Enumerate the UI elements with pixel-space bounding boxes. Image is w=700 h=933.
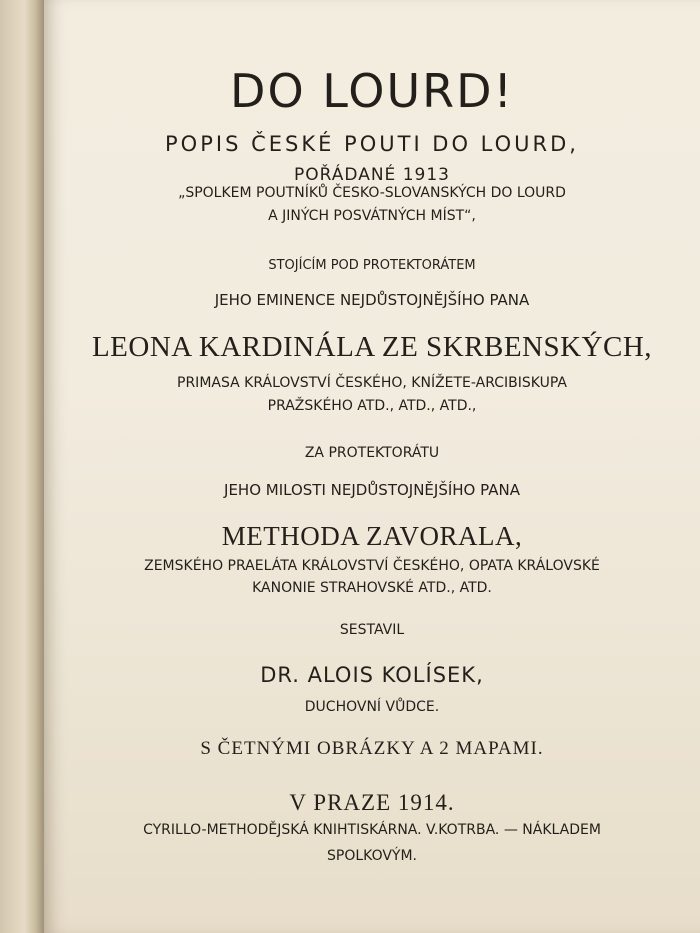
eminence-line: JEHO EMINENCE NEJDŮSTOJNĚJŠÍHO PANA bbox=[214, 291, 530, 309]
book-title: DO LOURD! bbox=[230, 64, 514, 118]
author-role: DUCHOVNÍ VŮDCE. bbox=[304, 699, 440, 715]
society-line-1: „SPOLKEM POUTNÍKŮ ČESKO-SLOVANSKÝCH DO LOURD bbox=[178, 185, 566, 201]
protectorate-intro: STOJÍCÍM POD PROTEKTORÁTEM bbox=[268, 258, 476, 273]
prelate-name: METHODA ZAVORALA, bbox=[221, 521, 523, 551]
author-name: DR. ALOIS KOLÍSEK, bbox=[260, 663, 484, 687]
cardinal-title-line-2: PRAŽSKÉHO ATD., ATD., ATD., bbox=[267, 398, 477, 414]
compiled-by: SESTAVIL bbox=[339, 622, 405, 638]
cardinal-title-line-1: PRIMASA KRÁLOVSTVÍ ČESKÉHO, KNÍŽETE-ARCIBISKUPA bbox=[177, 375, 567, 391]
publisher-line-1: CYRILLO-METHODĚJSKÁ KNIHTISKÁRNA. V.KOTRBA. — NÁKLADEM bbox=[143, 822, 601, 838]
illustrations-note: S ČETNÝMI OBRÁZKY A 2 MAPAMI. bbox=[200, 738, 544, 759]
organized-year: POŘÁDANÉ 1913 bbox=[294, 165, 450, 185]
book-spine-gutter bbox=[0, 0, 44, 933]
book-subtitle: POPIS ČESKÉ POUTI DO LOURD, bbox=[165, 132, 579, 156]
grace-line: JEHO MILOSTI NEJDŮSTOJNĚJŠÍHO PANA bbox=[224, 481, 520, 499]
society-line-2: A JINÝCH POSVÁTNÝCH MÍST“, bbox=[268, 208, 476, 224]
co-protectorate: ZA PROTEKTORÁTU bbox=[304, 445, 440, 461]
place-year: V PRAZE 1914. bbox=[289, 790, 455, 815]
cardinal-name: LEONA KARDINÁLA ZE SKRBENSKÝCH, bbox=[91, 331, 653, 363]
publisher-line-2: SPOLKOVÝM. bbox=[327, 848, 417, 864]
prelate-title-line-1: ZEMSKÉHO PRAELÁTA KRÁLOVSTVÍ ČESKÉHO, OPATA KRÁLOVSKÉ bbox=[144, 558, 600, 574]
prelate-title-line-2: KANONIE STRAHOVSKÉ ATD., ATD. bbox=[252, 580, 492, 596]
